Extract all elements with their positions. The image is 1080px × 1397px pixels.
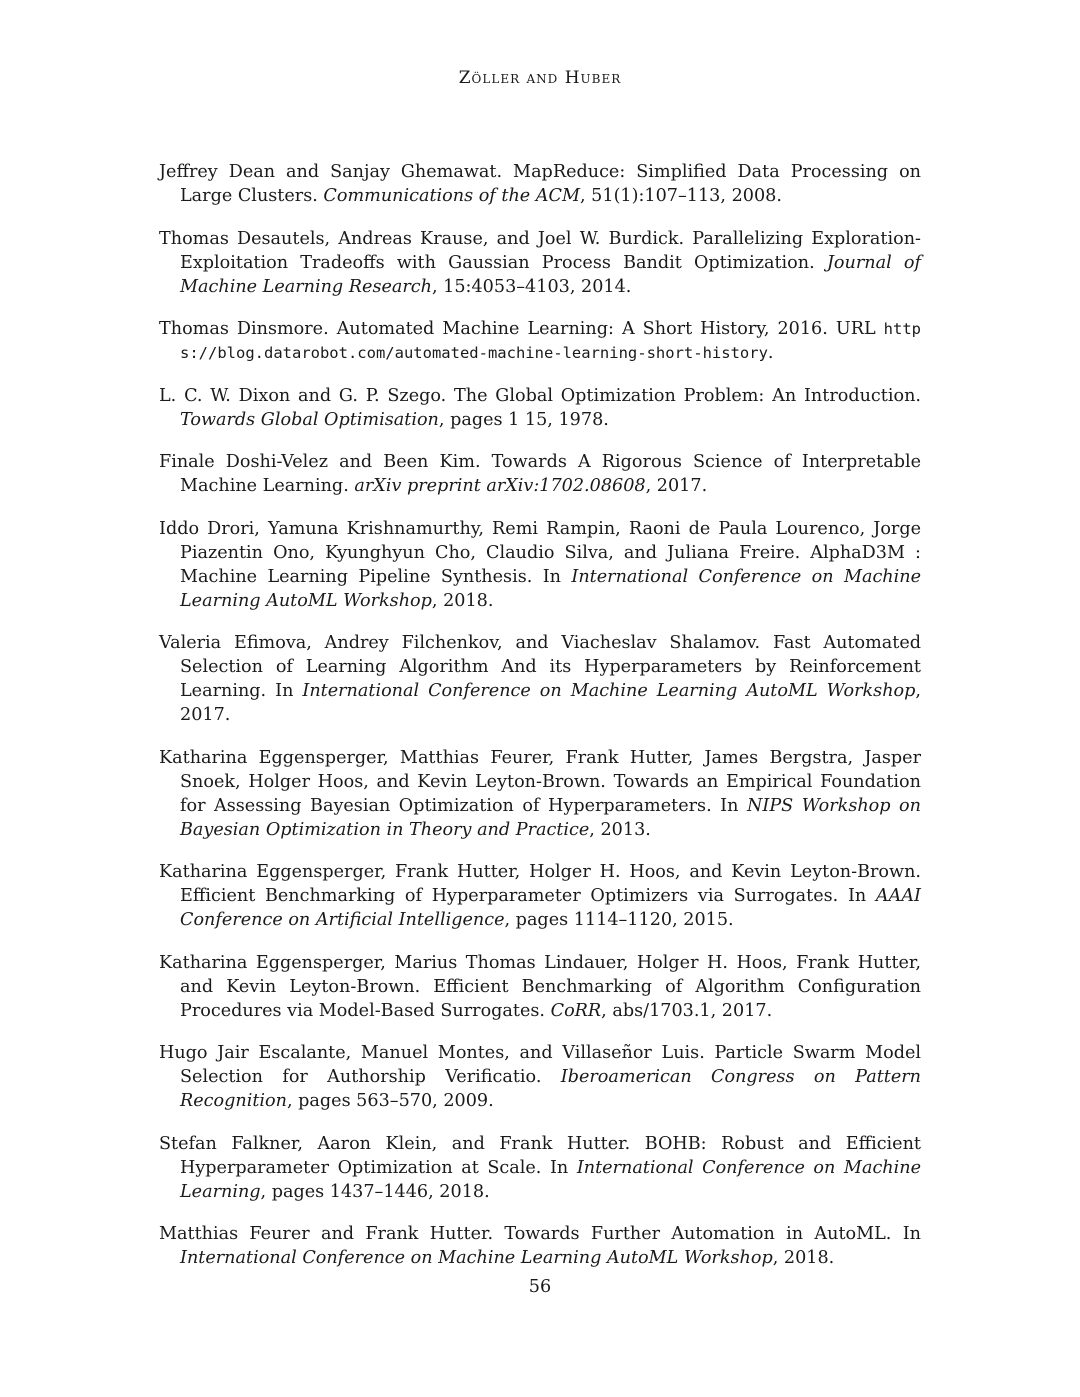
reference-details: , 2018. (772, 1248, 835, 1268)
reference-entry (159, 1132, 921, 1204)
reference-list (159, 160, 921, 1289)
reference-venue: International Conference on Machine Learning AutoML Workshop (302, 681, 916, 701)
reference-details: , 2013. (589, 819, 651, 840)
reference-details: , 2018. (431, 590, 494, 611)
reference-venue: Communications of the ACM (323, 186, 580, 206)
reference-venue: International Conference on Machine Learning (180, 1157, 921, 1202)
reference-authors-title: Jeffrey Dean and Sanjay Ghemawat. MapReduce: Simplified Data Processing on Large Clusters. (159, 162, 921, 206)
reference-authors-title: Katharina Eggensperger, Marius Thomas Lindauer, Holger H. Hoos, Frank Hutter, and Kevin Leyton-Brown. Efficient Benchmarking of Algorithm Configuration Procedures via Model-Based Surrogates. (159, 952, 921, 1021)
reference-entry (159, 951, 921, 1023)
reference-entry (159, 317, 921, 365)
reference-entry (159, 384, 921, 432)
reference-venue: International Conference on Machine Learning AutoML Workshop (180, 566, 921, 611)
reference-details: . (767, 343, 774, 363)
reference-venue: AAAI Conference on Artificial Intelligence (180, 886, 921, 930)
reference-url-link[interactable]: https://blog.datarobot.com/automated-machine-learning-short-history (180, 320, 921, 362)
page-number: 56 (528, 1277, 552, 1297)
reference-details: , 2017. (645, 476, 708, 496)
reference-details: , 15:4053–4103, 2014. (431, 276, 632, 297)
reference-venue: Iberoamerican Congress on Pattern Recognition (180, 1067, 922, 1111)
reference-entry (159, 517, 921, 613)
reference-entry (159, 746, 921, 842)
reference-authors-title: Finale Doshi-Velez and Been Kim. Towards A Rigorous Science of Interpretable Machine Learning. (159, 452, 921, 496)
running-head: Zöller and Huber (458, 68, 622, 88)
reference-authors-title: Valeria Efimova, Andrey Filchenkov, and Viacheslav Shalamov. Fast Automated Selection of Learning Algorithm And its Hyperparameters by Reinforcement Learning. In (159, 633, 921, 701)
reference-authors-title: Thomas Dinsmore. Automated Machine Learning: A Short History, 2016. URL (159, 319, 884, 339)
reference-details: , pages 1437–1446, 2018. (260, 1181, 490, 1202)
reference-entry (159, 1222, 921, 1270)
reference-venue: CoRR (550, 1000, 602, 1021)
reference-details: , pages 563–570, 2009. (286, 1091, 494, 1111)
reference-authors-title: Thomas Desautels, Andreas Krause, and Joel W. Burdick. Parallelizing Exploration-Exploitation Tradeoffs with Gaussian Process Bandit Optimization. (159, 228, 921, 273)
reference-venue: NIPS Workshop on Bayesian Optimization in Theory and Practice (180, 795, 921, 840)
reference-authors-title: Hugo Jair Escalante, Manuel Montes, and Villaseñor Luis. Particle Swarm Model Selection for Authorship Verificatio. (159, 1043, 921, 1087)
reference-details: , pages 1114–1120, 2015. (504, 910, 734, 930)
reference-entry (159, 860, 921, 932)
reference-venue: International Conference on Machine Learning AutoML Workshop (180, 1248, 773, 1268)
reference-details: , 51(1):107–113, 2008. (580, 186, 782, 206)
reference-details: , pages 1 15, 1978. (438, 409, 609, 430)
reference-entry (159, 160, 921, 208)
reference-entry (159, 1041, 921, 1113)
reference-authors-title: L. C. W. Dixon and G. P. Szego. The Global Optimization Problem: An Introduction. (159, 385, 921, 406)
reference-entry (159, 227, 921, 299)
reference-authors-title: Katharina Eggensperger, Matthias Feurer, Frank Hutter, James Bergstra, Jasper Snoek, Holger Hoos, and Kevin Leyton-Brown. Towards an Empirical Foundation for Assessing Bayesian Optimization of Hyperparameters. In (159, 747, 921, 816)
reference-venue: Journal of Machine Learning Research (180, 252, 922, 297)
reference-entry (159, 450, 921, 498)
reference-authors-title: Iddo Drori, Yamuna Krishnamurthy, Remi Rampin, Raoni de Paula Lourenco, Jorge Piazentin Ono, Kyunghyun Cho, Claudio Silva, and Juliana Freire. AlphaD3M : Machine Learning Pipeline Synthesis. In (159, 518, 921, 587)
reference-authors-title: Stefan Falkner, Aaron Klein, and Frank Hutter. BOHB: Robust and Efficient Hyperparameter Optimization at Scale. In (159, 1133, 921, 1178)
reference-authors-title: Katharina Eggensperger, Frank Hutter, Holger H. Hoos, and Kevin Leyton-Brown. Efficient Benchmarking of Hyperparameter Optimizers via Surrogates. In (159, 862, 921, 906)
reference-details: , abs/1703.1, 2017. (601, 1000, 773, 1021)
reference-entry (159, 631, 921, 727)
reference-authors-title: Matthias Feurer and Frank Hutter. Towards Further Automation in AutoML. In (159, 1224, 921, 1244)
reference-details: , 2017. (180, 681, 921, 725)
reference-venue: arXiv preprint arXiv:1702.08608 (354, 476, 646, 496)
reference-venue: Towards Global Optimisation (180, 409, 439, 430)
